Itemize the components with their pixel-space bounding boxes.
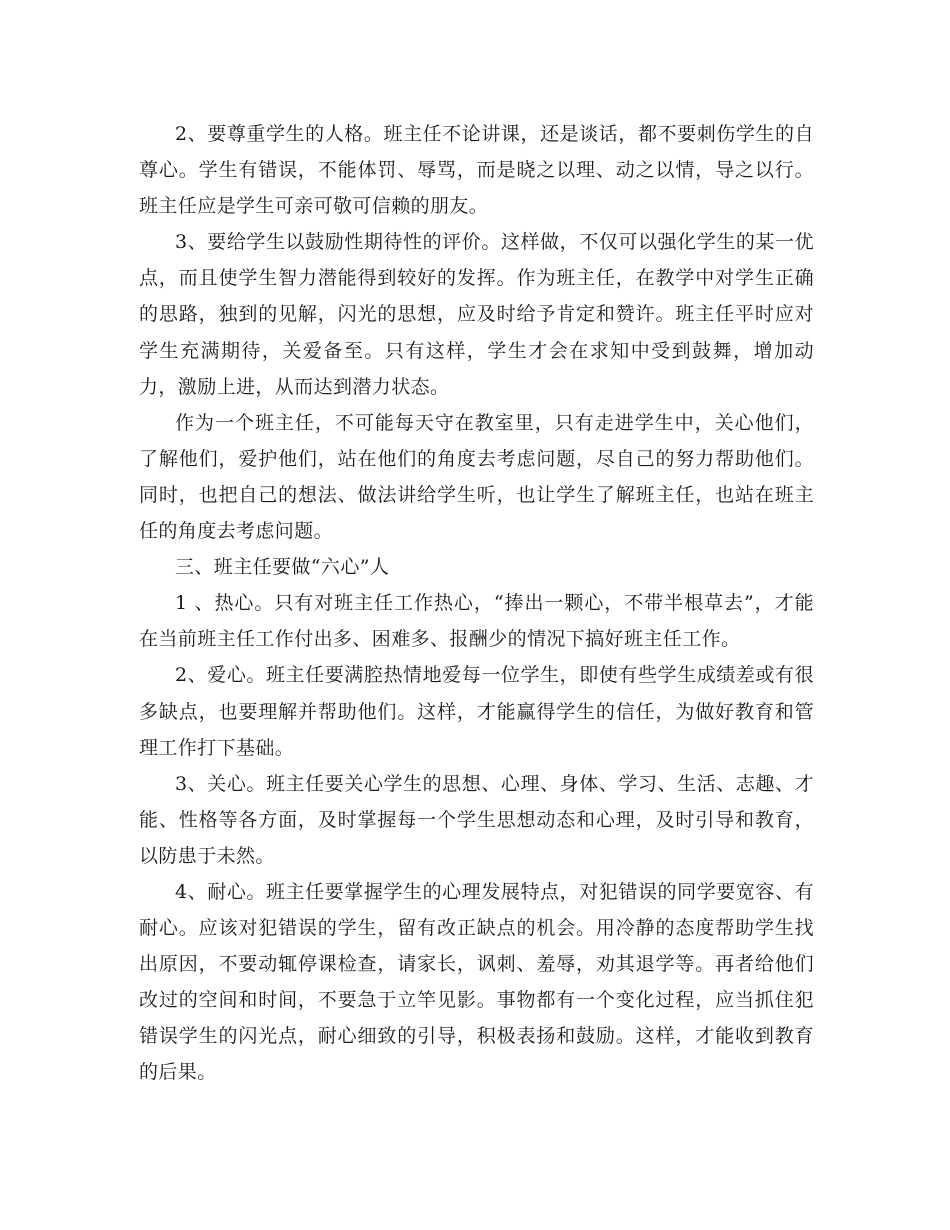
paragraph-respect-personality: 2、要尊重学生的人格。班主任不论讲课，还是谈话，都不要刺伤学生的自尊心。学生有错误，不能体罚、辱骂，而是晓之以理、动之以情，导之以行。班主任应是学生可亲可敬可信赖的朋友。 xyxy=(139,123,814,218)
document-body xyxy=(139,116,814,1091)
paragraph-care: 3、关心。班主任要关心学生的思想、心理、身体、学习、生活、志趣、才能、性格等各方面，及时掌握每一个学生思想动态和心理，及时引导和教育，以防患于未然。 xyxy=(139,772,814,867)
paragraph-encouraging-evaluation: 3、要给学生以鼓励性期待性的评价。这样做，不仅可以强化学生的某一优点，而且使学生智力潜能得到较好的发挥。作为班主任，在教学中对学生正确的思路，独到的见解，闪光的思想，应及时给予肯定和赞许。班主任平时应对学生充满期待，关爱备至。只有这样，学生才会在求知中受到鼓舞，增加动力，激励上进，从而达到潜力状态。 xyxy=(139,231,814,398)
section-heading-six-hearts: 三、班主任要做“六心”人 xyxy=(175,556,390,579)
paragraph-love: 2、爱心。班主任要满腔热情地爱每一位学生，即使有些学生成绩差或有很多缺点，也要理解并帮助他们。这样，才能赢得学生的信任，为做好教育和管理工作打下基础。 xyxy=(139,664,814,759)
paragraph-enthusiasm: 1 、热心。只有对班主任工作热心，“捧出一颗心，不带半根草去”，才能在当前班主任工作付出多、困难多、报酬少的情况下搞好班主任工作。 xyxy=(139,592,814,651)
paragraph-as-head-teacher: 作为一个班主任，不可能每天守在教室里，只有走进学生中，关心他们，了解他们，爱护他们，站在他们的角度去考虑问题，尽自己的努力帮助他们。同时，也把自己的想法、做法讲给学生听，也让学生了解班主任，也站在班主任的角度去考虑问题。 xyxy=(139,411,814,543)
paragraph-patience: 4、耐心。班主任要掌握学生的心理发展特点，对犯错误的同学要宽容、有耐心。应该对犯错误的学生，留有改正缺点的机会。用冷静的态度帮助学生找出原因，不要动辄停课检查，请家长，讽刺、羞辱，劝其退学等。再者给他们改过的空间和时间，不要急于立竿见影。事物都有一个变化过程，应当抓住犯错误学生的闪光点，耐心细致的引导，积极表扬和鼓励。这样，才能收到教育的后果。 xyxy=(139,880,814,1084)
